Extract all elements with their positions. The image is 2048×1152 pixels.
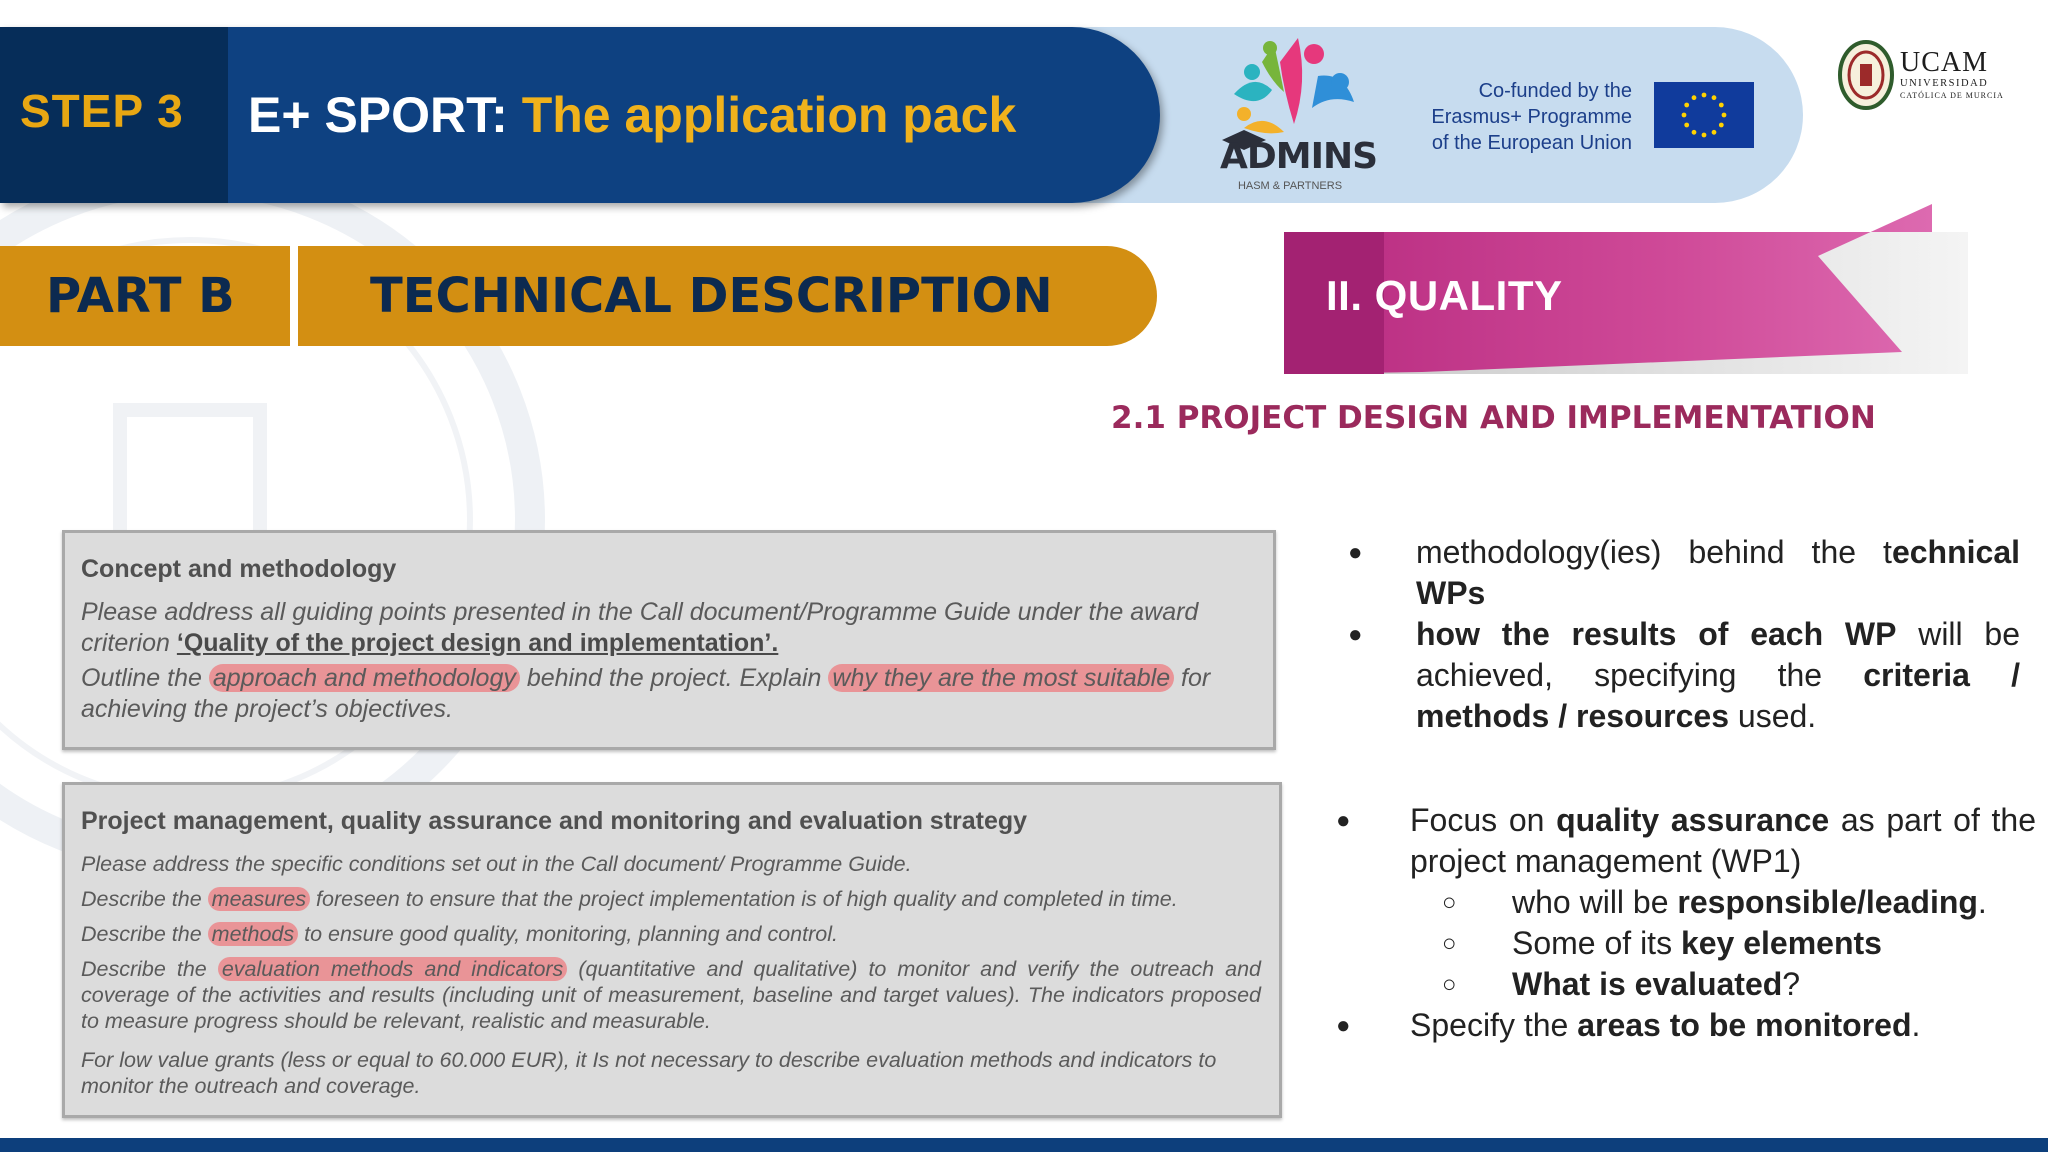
part-label: PART B	[46, 268, 235, 324]
bullet-item	[1340, 614, 2020, 737]
bullet-text: Specify the	[1410, 1007, 1578, 1043]
highlight: evaluation methods and indicators	[218, 957, 568, 981]
bullet-list-quality	[1336, 800, 2036, 1046]
bullet-text: .	[1977, 884, 1987, 920]
box-paragraph: Please address the specific conditions set out in the Call document/ Programme Guide.	[81, 852, 912, 876]
title-suffix: The application pack	[521, 87, 1017, 143]
bullet-text: Some of its	[1512, 925, 1681, 961]
bullet-item	[1340, 532, 2020, 614]
bullet-text: ?	[1782, 966, 1801, 1002]
bullet-icon: ●	[1336, 807, 1351, 834]
bullet-text-bold: echnical WPs	[1416, 534, 2020, 611]
bullet-text: as part of the project management (WP1)	[1410, 802, 2036, 879]
section-title: 2.1 PROJECT DESIGN AND IMPLEMENTATION	[1111, 400, 1876, 436]
eu-flag-icon	[1654, 82, 1754, 148]
admins-logo-text: ADMINS	[1220, 136, 1378, 177]
bullet-text-bold: areas to be monitored	[1577, 1007, 1912, 1043]
paragraph-text: foreseen to ensure that the project implementation is of high quality and completed in time.	[310, 887, 1178, 911]
quality-label: II. QUALITY	[1326, 272, 1563, 319]
highlight: measures	[208, 887, 310, 911]
bullet-item	[1336, 800, 2036, 882]
bullet-text-bold: What is evaluated	[1512, 966, 1783, 1002]
sub-bullet-icon: ○	[1442, 971, 1457, 998]
ucam-logo-text: UCAM	[1900, 47, 1989, 78]
ucam-logo-line1: UNIVERSIDAD	[1900, 78, 1989, 89]
cofunded-line: Co-funded by the	[1478, 80, 1632, 102]
ucam-seal-icon	[1838, 40, 1894, 110]
paragraph-text: for achieving the project’s objectives.	[81, 664, 1211, 723]
bullet-text: Focus on	[1410, 802, 1557, 838]
box-paragraph	[81, 597, 1257, 659]
highlight: why they are the most suitable	[828, 664, 1174, 692]
part-band-divider	[290, 246, 298, 346]
cofunded-line: Erasmus+ Programme	[1431, 106, 1632, 128]
bullet-item	[1336, 1005, 2036, 1046]
box-paragraph	[81, 921, 1261, 947]
bullet-text-bold: key elements	[1680, 925, 1882, 961]
sub-bullet-icon: ○	[1442, 930, 1457, 957]
paragraph-text: Outline the	[81, 664, 209, 692]
bullet-text-bold: how the results of each WP	[1416, 616, 1897, 652]
part-title: TECHNICAL DESCRIPTION	[370, 268, 1053, 324]
highlight: approach and methodology	[209, 664, 520, 692]
paragraph-text: Please address all guiding points presented in the Call document/Programme Guide under the award criterion	[81, 598, 1199, 657]
concept-methodology-box	[62, 530, 1276, 750]
bullet-icon: ●	[1348, 539, 1363, 566]
sub-bullet-item	[1336, 923, 2036, 964]
bullet-text-bold: responsible/leading	[1677, 884, 1978, 920]
bullet-text: used.	[1729, 698, 1817, 734]
page-title	[248, 86, 1016, 144]
sub-bullet-icon: ○	[1442, 889, 1457, 916]
bullet-text-bold: quality assurance	[1556, 802, 1830, 838]
box-heading: Project management, quality assurance and monitoring and evaluation strategy	[81, 807, 1028, 835]
project-management-box	[62, 782, 1282, 1118]
box-heading: Concept and methodology	[81, 555, 397, 583]
box-paragraph	[81, 886, 1261, 912]
footer-bar	[0, 1138, 2048, 1152]
criterion-reference: ‘Quality of the project design and implementation’.	[176, 629, 779, 657]
sub-bullet-item	[1336, 882, 2036, 923]
paragraph-text: (quantitative and qualitative) to monitor and verify the outreach and coverage of the activities and results (including unit of measurement, baseline and target values). The indicators proposed to measure progress should be relevant, realistic and measurable.	[81, 957, 1261, 1033]
bullet-list-methodology	[1340, 532, 2020, 737]
title-prefix: E+ SPORT:	[248, 87, 508, 143]
step-label: STEP 3	[20, 85, 184, 137]
paragraph-text: Describe the	[81, 957, 218, 981]
box-paragraph	[81, 663, 1257, 725]
bullet-text: .	[1911, 1007, 1921, 1043]
bullet-text: methodology(ies) behind the t	[1416, 534, 1892, 570]
highlight: methods	[208, 922, 298, 946]
paragraph-text: Describe the	[81, 887, 208, 911]
bullet-text: who will be	[1512, 884, 1678, 920]
box-paragraph	[81, 956, 1261, 1034]
box-paragraph: For low value grants (less or equal to 60.000 EUR), it Is not necessary to describe evaluation methods and indicators to monitor the outreach and coverage.	[81, 1048, 1217, 1098]
ucam-logo-line2: CATÓLICA DE MURCIA	[1900, 91, 2004, 100]
paragraph-text: behind the project. Explain	[519, 664, 829, 692]
bullet-icon: ●	[1336, 1012, 1351, 1039]
sub-bullet-item	[1336, 964, 2036, 1005]
cofunded-text	[1400, 78, 1632, 156]
bullet-icon: ●	[1348, 621, 1363, 648]
cofunded-line: of the European Union	[1431, 132, 1632, 154]
bullet-text-bold: criteria / methods / resources	[1416, 657, 2021, 734]
paragraph-text: to ensure good quality, monitoring, planning and control.	[298, 922, 838, 946]
paragraph-text: Describe the	[81, 922, 208, 946]
bullet-text: will be achieved, specifying the	[1416, 616, 2020, 693]
admins-logo-subtitle: HASM & PARTNERS	[1237, 180, 1343, 192]
